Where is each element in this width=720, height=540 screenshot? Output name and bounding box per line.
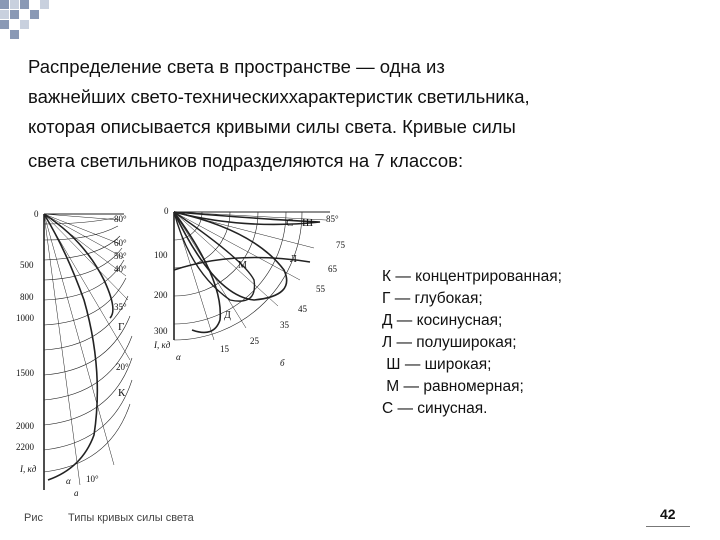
panel-b-y-tick: 0 <box>164 206 169 216</box>
panel-a-angle-label: 50° <box>114 251 127 261</box>
curve-class-item: К — концентрированная; <box>382 268 562 285</box>
figure-caption: Типы кривых силы света <box>68 512 194 524</box>
intro-line: Распределение света в пространстве — одна из <box>28 56 445 77</box>
curve-label-m: М <box>238 260 247 271</box>
panel-a-angle-label: 60° <box>114 238 127 248</box>
curve-class-item: Ш — широкая; <box>382 356 492 373</box>
panel-b-angle-label: 25 <box>250 336 259 346</box>
panel-b-angle-label: 45 <box>298 304 307 314</box>
panel-b-y-tick: 100 <box>154 250 168 260</box>
intro-line: света светильников подразделяются на 7 классов: <box>28 150 464 171</box>
page-number-underline <box>646 526 690 527</box>
panel-a-y-tick: 1500 <box>16 368 34 378</box>
panel-a-angle-label: 10° <box>86 474 99 484</box>
panel-b-angle-label: 75 <box>336 240 345 250</box>
intro-line: важнейших свето-техническиххарактеристик светильника, <box>28 86 530 107</box>
panel-a-angle-label: 20° <box>116 362 129 372</box>
curve-class-item: С — синусная. <box>382 400 488 417</box>
panel-a-y-tick: 2000 <box>16 421 34 431</box>
panel-b-angle-label: 65 <box>328 264 337 274</box>
panel-a-angle-label: 35° <box>114 302 127 312</box>
curve-label-l: Л <box>290 254 297 265</box>
panel-b-y-tick: 200 <box>154 290 168 300</box>
panel-b-angle-label: 15 <box>220 344 229 354</box>
intro-paragraph <box>28 52 680 176</box>
panel-a-alpha: α <box>66 476 71 486</box>
panel-b-angle-label: 85° <box>326 214 339 224</box>
panel-b-panel-letter: б <box>280 358 285 368</box>
panel-a-axis-label: I, кд <box>20 464 37 474</box>
panel-a-y-tick: 500 <box>20 260 34 270</box>
panel-a-y-tick: 2200 <box>16 442 34 452</box>
panel-b-angle-label: 55 <box>316 284 325 294</box>
figure-caption-prefix: Рис <box>24 512 43 524</box>
curve-label-d: Д <box>224 310 231 321</box>
curve-label-s: С <box>286 217 294 229</box>
curve-class-item: Д — косинусная; <box>382 312 503 329</box>
panel-a-y-tick: 1000 <box>16 313 34 323</box>
curve-class-item: Л — полуширокая; <box>382 334 517 351</box>
curve-class-item: Г — глубокая; <box>382 290 483 307</box>
panel-b-axis-label: I, кд <box>154 340 171 350</box>
panel-a-panel-letter: а <box>74 488 79 498</box>
panel-a-y-tick: 0 <box>34 209 39 219</box>
panel-b-alpha: α <box>176 352 181 362</box>
decorative-checker-corner <box>0 0 60 40</box>
page-number: 42 <box>660 506 676 522</box>
curve-label-k: К <box>118 387 126 399</box>
curve-label-g: Г <box>118 321 125 333</box>
intro-line: которая описывается кривыми силы света. Кривые силы <box>28 116 516 137</box>
panel-a-angle-label: 80° <box>114 214 127 224</box>
panel-a-labels <box>16 209 129 498</box>
panel-b <box>174 212 330 340</box>
curve-class-list <box>382 266 682 420</box>
curve-label-sh: Ш <box>302 217 314 229</box>
curve-class-item: М — равномерная; <box>382 378 524 395</box>
panel-b-y-tick: 300 <box>154 326 168 336</box>
panel-a-angle-label: 40° <box>114 264 127 274</box>
panel-b-angle-label: 35 <box>280 320 289 330</box>
panel-a-y-tick: 800 <box>20 292 34 302</box>
light-intensity-curves-figure <box>14 200 384 540</box>
panel-b-labels <box>153 206 346 368</box>
